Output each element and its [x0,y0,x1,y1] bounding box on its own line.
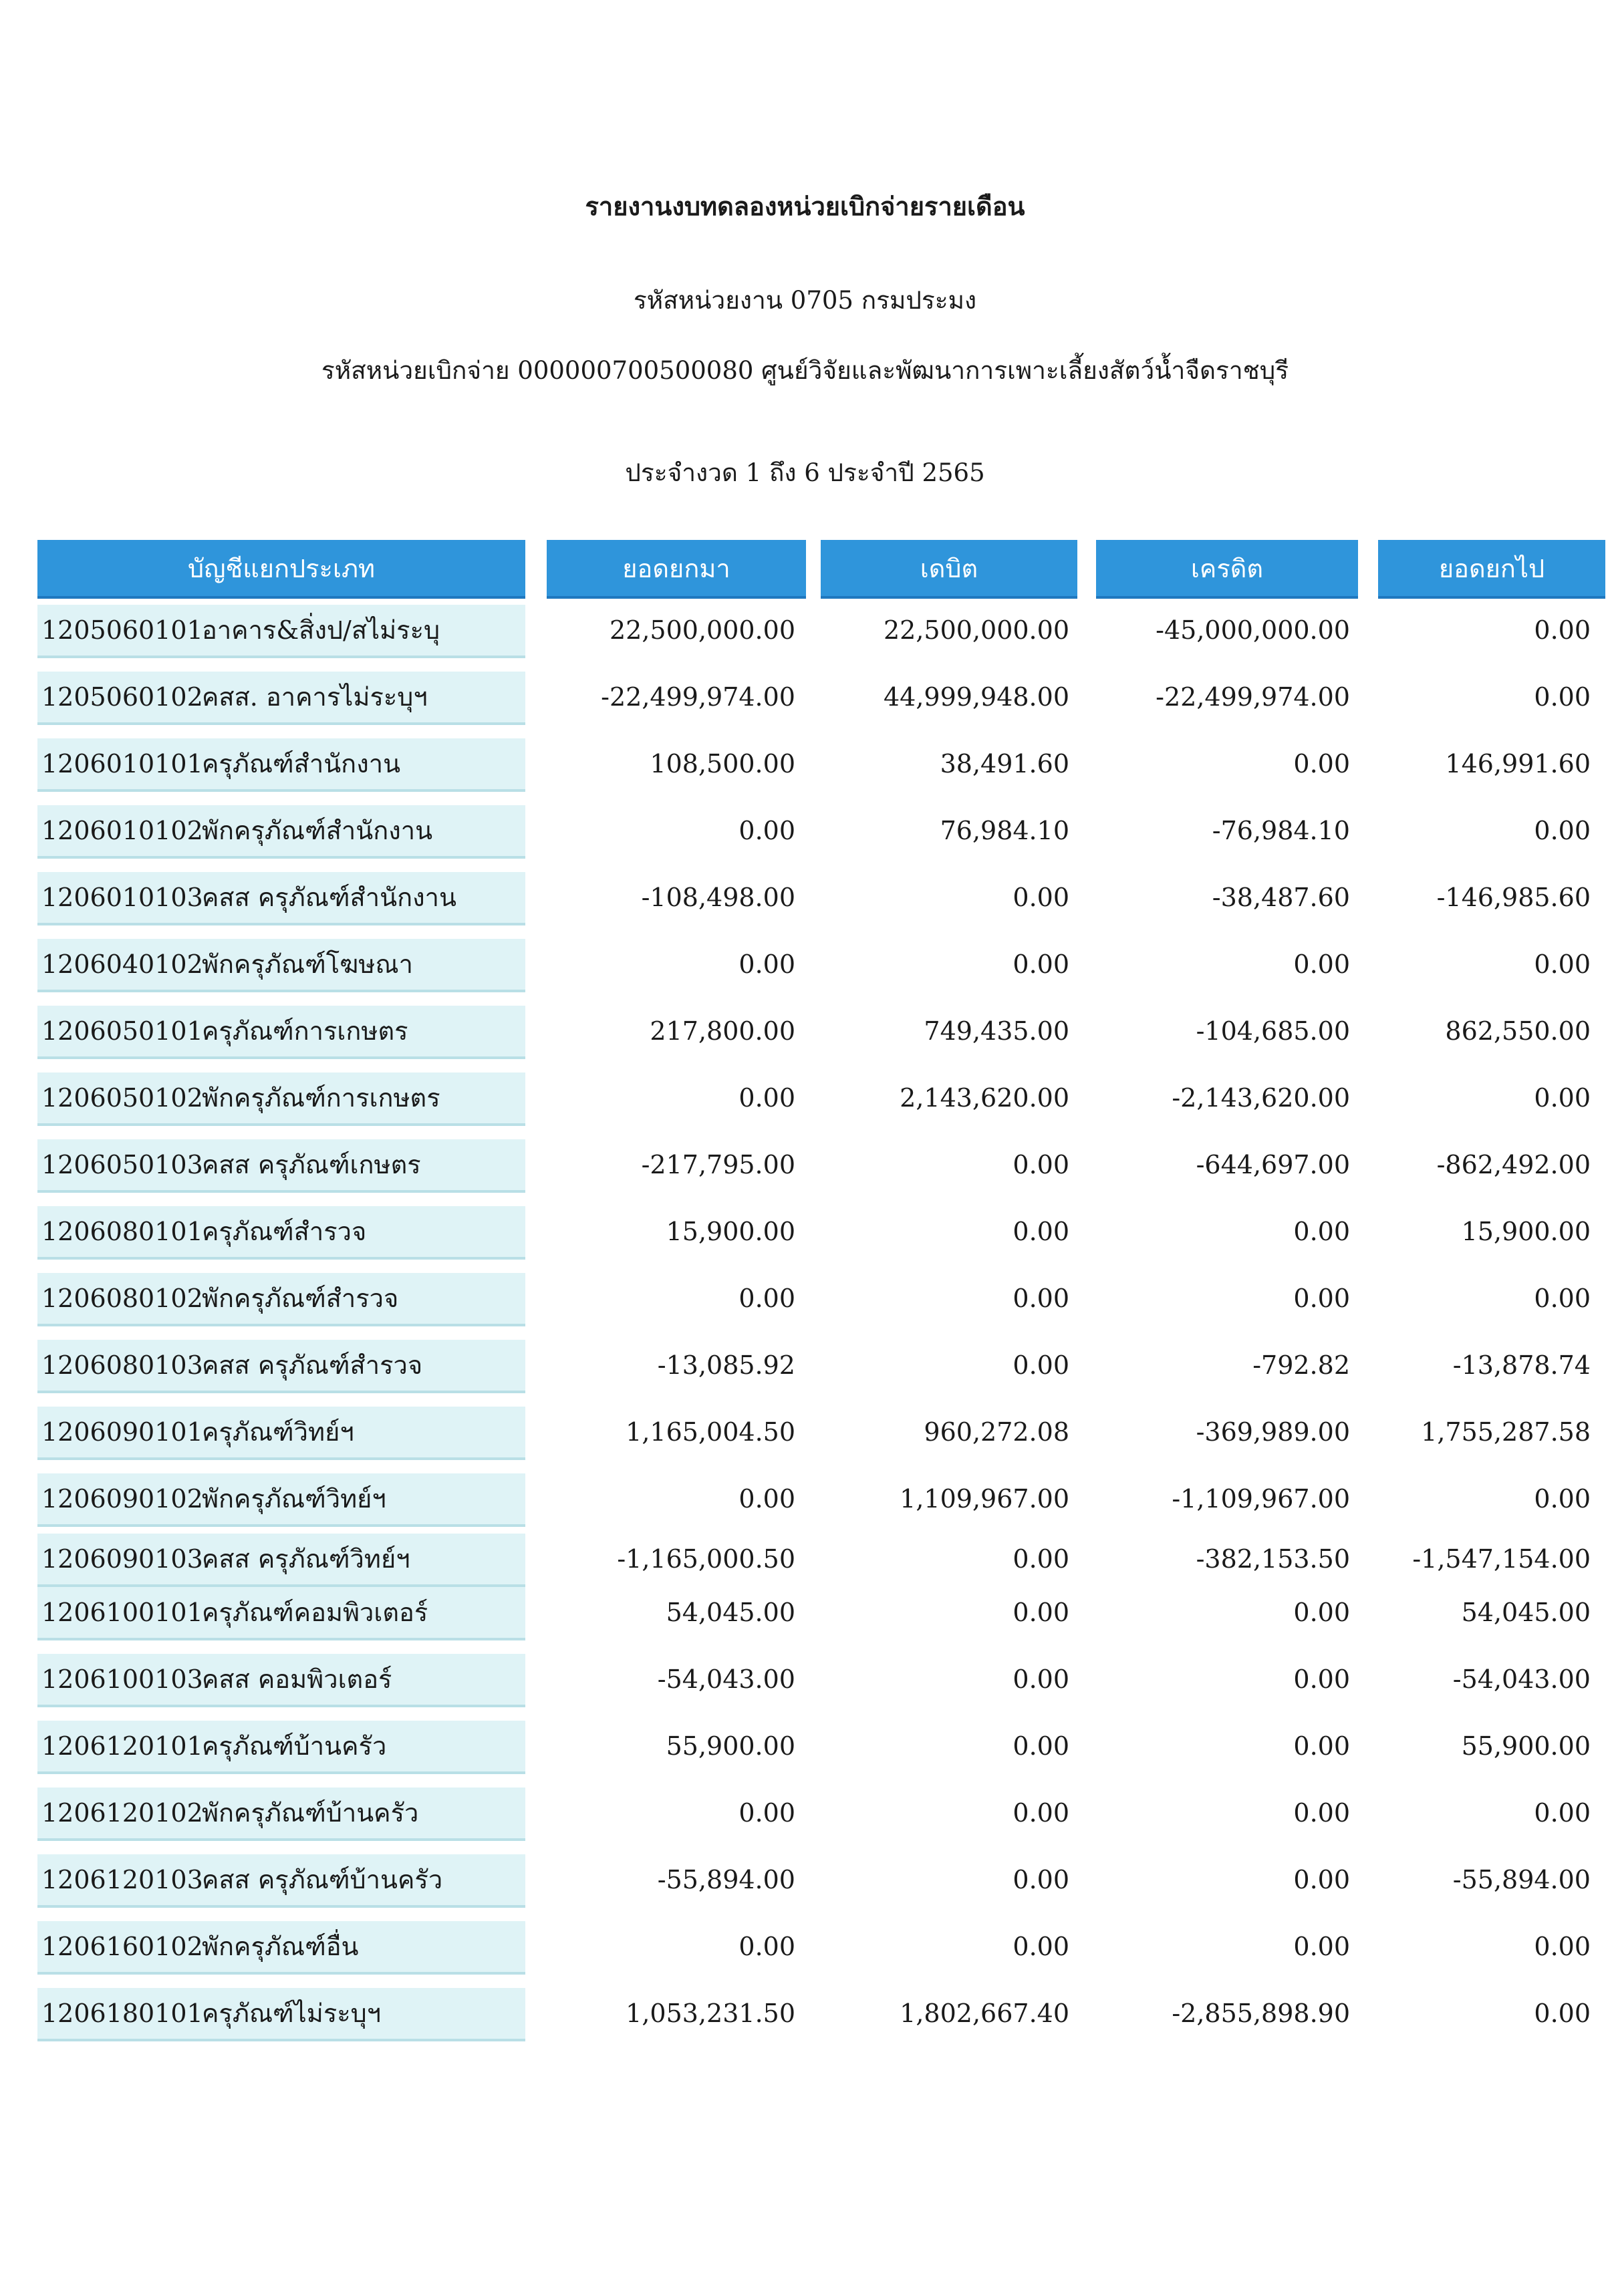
closing-balance-cell: 0.00 [1534,1484,1591,1514]
account-name: พักครุภัณฑ์อื่น [202,1932,359,1961]
closing-balance-cell: 0.00 [1534,1083,1591,1113]
opening-balance-cell: 15,900.00 [666,1217,795,1246]
debit-cell: 0.00 [1013,1544,1069,1574]
account-name: ครุภัณฑ์การเกษตร [202,1016,408,1046]
account-code: 1206090103 [41,1544,203,1574]
credit-cell: 0.00 [1293,1798,1350,1828]
closing-balance-cell: -146,985.60 [1436,883,1591,912]
closing-balance-cell: 0.00 [1534,1999,1591,2028]
debit-cell: 0.00 [1013,1217,1069,1246]
account-code: 1206090101 [41,1417,203,1447]
closing-balance-cell: -13,878.74 [1452,1350,1591,1380]
credit-cell: -2,143,620.00 [1172,1083,1350,1113]
opening-balance-cell: 0.00 [739,1083,795,1113]
account-code: 1206010102 [41,816,203,845]
credit-cell: -104,685.00 [1196,1016,1350,1046]
credit-cell: -22,499,974.00 [1156,682,1350,712]
header-closing-balance: ยอดยกไป [1378,540,1605,596]
debit-cell: 44,999,948.00 [883,682,1069,712]
account-code: 1206050102 [41,1083,203,1113]
closing-balance-cell: 0.00 [1534,950,1591,979]
account-name: คสส ครุภัณฑ์บ้านครัว [202,1865,443,1894]
debit-cell: 1,802,667.40 [900,1999,1069,2028]
closing-balance-cell: 0.00 [1534,1932,1591,1961]
opening-balance-cell: -54,043.00 [657,1665,795,1694]
debit-cell: 0.00 [1013,1150,1069,1179]
opening-balance-cell: 0.00 [739,1798,795,1828]
account-name: คสส ครุภัณฑ์สำรวจ [202,1350,423,1380]
account-name: ครุภัณฑ์คอมพิวเตอร์ [202,1598,428,1627]
opening-balance-cell: -55,894.00 [657,1865,795,1894]
closing-balance-cell: -1,547,154.00 [1412,1544,1591,1574]
account-name: พักครุภัณฑ์โฆษณา [202,950,413,979]
opening-balance-cell: -217,795.00 [641,1150,795,1179]
account-code: 1206010103 [41,883,203,912]
account-name: พักครุภัณฑ์การเกษตร [202,1083,440,1113]
debit-cell: 0.00 [1013,1350,1069,1380]
debit-cell: 960,272.08 [924,1417,1069,1447]
closing-balance-cell: 146,991.60 [1445,749,1591,778]
opening-balance-cell: 0.00 [739,816,795,845]
account-code: 1206080103 [41,1350,203,1380]
credit-cell: 0.00 [1293,1865,1350,1894]
account-name: ครุภัณฑ์ไม่ระบุฯ [202,1999,382,2028]
account-code: 1206120102 [41,1798,203,1828]
closing-balance-cell: 0.00 [1534,1798,1591,1828]
debit-cell: 749,435.00 [924,1016,1069,1046]
account-name: ครุภัณฑ์สำรวจ [202,1217,367,1246]
account-code: 1206050103 [41,1150,203,1179]
debit-cell: 38,491.60 [940,749,1069,778]
opening-balance-cell: 1,053,231.50 [626,1999,795,2028]
closing-balance-cell: 15,900.00 [1461,1217,1591,1246]
debit-cell: 0.00 [1013,1598,1069,1627]
debit-cell: 0.00 [1013,1798,1069,1828]
debit-cell: 0.00 [1013,1865,1069,1894]
opening-balance-cell: 54,045.00 [666,1598,795,1627]
account-code: 1206080102 [41,1284,203,1313]
account-name: คสส คอมพิวเตอร์ [202,1665,392,1694]
credit-cell: 0.00 [1293,1598,1350,1627]
closing-balance-cell: 55,900.00 [1461,1731,1591,1761]
credit-cell: -38,487.60 [1212,883,1350,912]
account-code: 1206120101 [41,1731,203,1761]
credit-cell: -792.82 [1252,1350,1350,1380]
account-name: พักครุภัณฑ์สำรวจ [202,1284,399,1313]
debit-cell: 0.00 [1013,950,1069,979]
debit-cell: 0.00 [1013,1932,1069,1961]
closing-balance-cell: 54,045.00 [1461,1598,1591,1627]
closing-balance-cell: -54,043.00 [1452,1665,1591,1694]
account-name: ครุภัณฑ์วิทย์ฯ [202,1417,354,1447]
header-opening-balance: ยอดยกมา [547,540,806,596]
account-name: คสส ครุภัณฑ์เกษตร [202,1150,421,1179]
closing-balance-cell: -862,492.00 [1436,1150,1591,1179]
opening-balance-cell: 0.00 [739,950,795,979]
header-credit: เครดิต [1096,540,1358,596]
opening-balance-cell: 55,900.00 [666,1731,795,1761]
account-code: 1205060101 [41,615,203,645]
credit-cell: 0.00 [1293,1665,1350,1694]
account-code: 1206050101 [41,1016,203,1046]
debit-cell: 2,143,620.00 [900,1083,1069,1113]
credit-cell: 0.00 [1293,1932,1350,1961]
debit-cell: 22,500,000.00 [883,615,1069,645]
account-name: คสส ครุภัณฑ์วิทย์ฯ [202,1544,410,1574]
closing-balance-cell: 862,550.00 [1445,1016,1591,1046]
opening-balance-cell: 217,800.00 [650,1016,795,1046]
credit-cell: 0.00 [1293,1284,1350,1313]
credit-cell: -76,984.10 [1212,816,1350,845]
credit-cell: 0.00 [1293,950,1350,979]
opening-balance-cell: -13,085.92 [657,1350,795,1380]
disbursement-unit-line: รหัสหน่วยเบิกจ่าย 000000700500080 ศูนย์วิจัยและพัฒนาการเพาะเลี้ยงสัตว์น้ำจืดราชบุรี [321,356,1289,385]
account-code: 1206160102 [41,1932,203,1961]
report-title: รายงานงบทดลองหน่วยเบิกจ่ายรายเดือน [585,191,1025,221]
opening-balance-cell: 0.00 [739,1484,795,1514]
agency-line: รหัสหน่วยงาน 0705 กรมประมง [633,286,977,315]
account-code: 1206100101 [41,1598,203,1627]
debit-cell: 0.00 [1013,1665,1069,1694]
account-name: ครุภัณฑ์สำนักงาน [202,749,401,778]
account-code: 1206090102 [41,1484,203,1514]
closing-balance-cell: 0.00 [1534,682,1591,712]
account-name: พักครุภัณฑ์สำนักงาน [202,816,433,845]
account-name: คสส. อาคารไม่ระบุฯ [202,682,428,712]
opening-balance-cell: 0.00 [739,1932,795,1961]
account-code: 1206180101 [41,1999,203,2028]
debit-cell: 0.00 [1013,1731,1069,1761]
credit-cell: -369,989.00 [1196,1417,1350,1447]
credit-cell: 0.00 [1293,1217,1350,1246]
opening-balance-cell: -22,499,974.00 [601,682,795,712]
credit-cell: 0.00 [1293,749,1350,778]
opening-balance-cell: 0.00 [739,1284,795,1313]
account-name: พักครุภัณฑ์บ้านครัว [202,1798,419,1828]
opening-balance-cell: 22,500,000.00 [609,615,795,645]
account-name: ครุภัณฑ์บ้านครัว [202,1731,387,1761]
debit-cell: 0.00 [1013,1284,1069,1313]
account-code: 1206120103 [41,1865,203,1894]
closing-balance-cell: -55,894.00 [1452,1865,1591,1894]
account-code: 1206080101 [41,1217,203,1246]
debit-cell: 1,109,967.00 [900,1484,1069,1514]
credit-cell: -2,855,898.90 [1172,1999,1350,2028]
account-name: คสส ครุภัณฑ์สำนักงาน [202,883,456,912]
closing-balance-cell: 1,755,287.58 [1421,1417,1591,1447]
period-line: ประจำงวด 1 ถึง 6 ประจำปี 2565 [625,458,985,487]
account-name: พักครุภัณฑ์วิทย์ฯ [202,1484,386,1514]
debit-cell: 0.00 [1013,883,1069,912]
closing-balance-cell: 0.00 [1534,1284,1591,1313]
opening-balance-cell: -108,498.00 [641,883,795,912]
credit-cell: -45,000,000.00 [1156,615,1350,645]
header-debit: เดบิต [821,540,1077,596]
account-code: 1206040102 [41,950,203,979]
account-code: 1206010101 [41,749,203,778]
account-name: อาคาร&สิ่งป/สไม่ระบุ [202,615,440,645]
credit-cell: -382,153.50 [1196,1544,1350,1574]
opening-balance-cell: 1,165,004.50 [626,1417,795,1447]
credit-cell: -644,697.00 [1196,1150,1350,1179]
closing-balance-cell: 0.00 [1534,615,1591,645]
credit-cell: 0.00 [1293,1731,1350,1761]
opening-balance-cell: -1,165,000.50 [617,1544,795,1574]
debit-cell: 76,984.10 [940,816,1069,845]
opening-balance-cell: 108,500.00 [650,749,795,778]
account-code: 1205060102 [41,682,203,712]
header-ledger-account: บัญชีแยกประเภท [37,540,525,596]
account-code: 1206100103 [41,1665,203,1694]
closing-balance-cell: 0.00 [1534,816,1591,845]
credit-cell: -1,109,967.00 [1172,1484,1350,1514]
